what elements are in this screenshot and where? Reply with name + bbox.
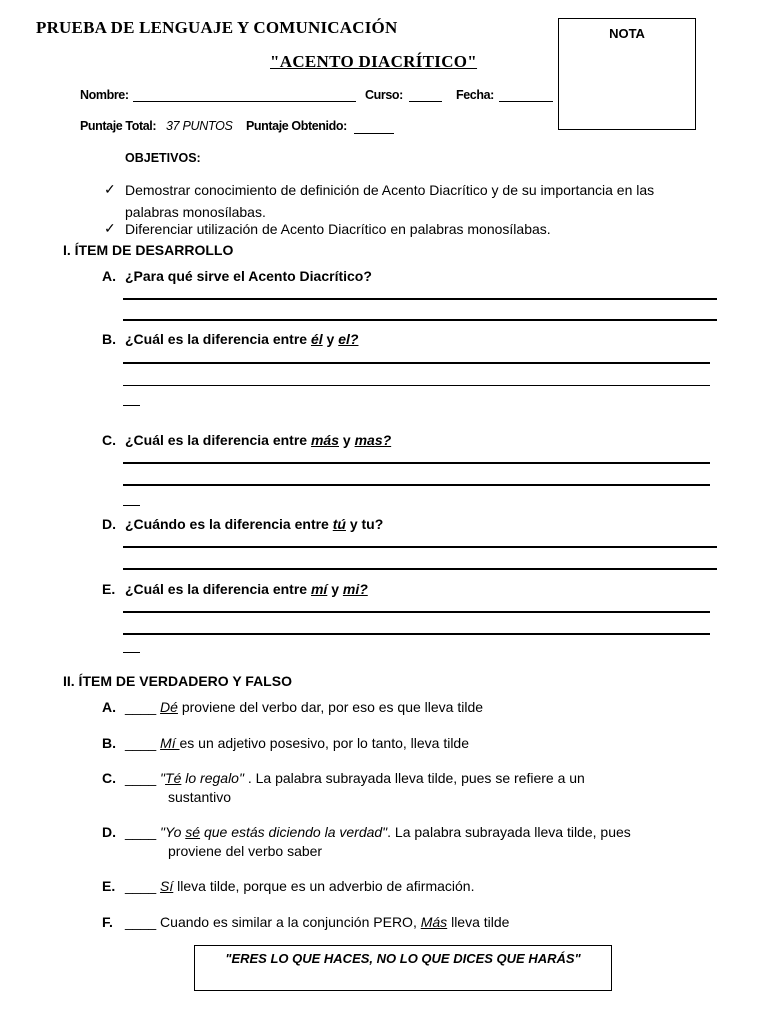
vf-blank[interactable]: ____ (125, 770, 157, 786)
answer-line[interactable] (123, 462, 710, 464)
vf-blank[interactable]: ____ (125, 878, 157, 894)
puntaje-total-value: 37 PUNTOS (166, 119, 233, 133)
puntaje-obtenido-field[interactable] (354, 133, 394, 134)
vf-item-a: A. ____ Dé proviene del verbo dar, por eso es que lleva tilde (102, 699, 484, 715)
vf-item-c: C. ____ "Té lo regalo" . La palabra subrayada lleva tilde, pues se refiere a un (102, 770, 585, 786)
objetivo-2: Diferenciar utilización de Acento Diacrítico en palabras monosílabas. (125, 221, 551, 237)
answer-line[interactable] (123, 319, 717, 321)
fecha-field[interactable] (499, 101, 553, 102)
question-c: C. ¿Cuál es la diferencia entre más y mas? (102, 432, 392, 448)
vf-item-d-line2: proviene del verbo saber (168, 843, 323, 859)
question-e: E. ¿Cuál es la diferencia entre mí y mi? (102, 581, 368, 597)
question-d: D. ¿Cuándo es la diferencia entre tú y tu? (102, 516, 384, 532)
answer-line[interactable] (123, 546, 717, 548)
nota-label: NOTA (609, 26, 645, 41)
curso-field[interactable] (409, 101, 442, 102)
answer-line[interactable] (123, 298, 717, 300)
check-icon: ✓ (104, 220, 116, 236)
answer-line-end (123, 652, 140, 653)
check-icon: ✓ (104, 181, 116, 197)
motto-box (194, 945, 612, 991)
vf-blank[interactable]: ____ (125, 824, 157, 840)
answer-line[interactable] (123, 611, 710, 613)
motto-text: "ERES LO QUE HACES, NO LO QUE DICES QUE HARÁS" (225, 951, 581, 966)
answer-line[interactable] (123, 568, 717, 570)
nombre-field[interactable] (133, 101, 356, 102)
section2-heading: II. ÍTEM DE VERDADERO Y FALSO (63, 673, 292, 689)
objetivos-heading: OBJETIVOS: (125, 151, 201, 165)
answer-line-end (123, 505, 140, 506)
vf-blank[interactable]: ____ (125, 699, 157, 715)
question-b: B. ¿Cuál es la diferencia entre él y el? (102, 331, 359, 347)
vf-item-c-line2: sustantivo (168, 789, 232, 805)
answer-line[interactable] (123, 385, 710, 386)
answer-line[interactable] (123, 484, 710, 486)
page-title: PRUEBA DE LENGUAJE Y COMUNICACIÓN (36, 18, 398, 37)
vf-item-f: F. ____ Cuando es similar a la conjunción PERO, Más lleva tilde (102, 914, 510, 930)
answer-line[interactable] (123, 633, 710, 635)
objetivo-1-line1: Demostrar conocimiento de definición de Acento Diacrítico y de su importancia en las (125, 182, 655, 198)
vf-item-e: E. ____ Sí lleva tilde, porque es un adverbio de afirmación. (102, 878, 475, 894)
objetivo-1-line2: palabras monosílabas. (125, 204, 266, 220)
puntaje-obtenido-label: Puntaje Obtenido: (246, 119, 347, 133)
fecha-label: Fecha: (456, 88, 494, 102)
vf-blank[interactable]: ____ (125, 735, 157, 751)
page-subtitle: "ACENTO DIACRÍTICO" (270, 52, 478, 71)
curso-label: Curso: (365, 88, 403, 102)
puntaje-total-label: Puntaje Total: (80, 119, 157, 133)
question-a: A. ¿Para qué sirve el Acento Diacrítico? (102, 268, 372, 284)
section1-heading: I. ÍTEM DE DESARROLLO (63, 242, 234, 258)
nombre-label: Nombre: (80, 88, 129, 102)
vf-item-d: D. ____ "Yo sé que estás diciendo la verdad". La palabra subrayada lleva tilde, pues (102, 824, 631, 840)
answer-line-end (123, 405, 140, 406)
nota-box (558, 18, 696, 130)
answer-line[interactable] (123, 362, 710, 364)
vf-item-b: B. ____ Mí es un adjetivo posesivo, por lo tanto, lleva tilde (102, 735, 470, 751)
vf-blank[interactable]: ____ (125, 914, 157, 930)
